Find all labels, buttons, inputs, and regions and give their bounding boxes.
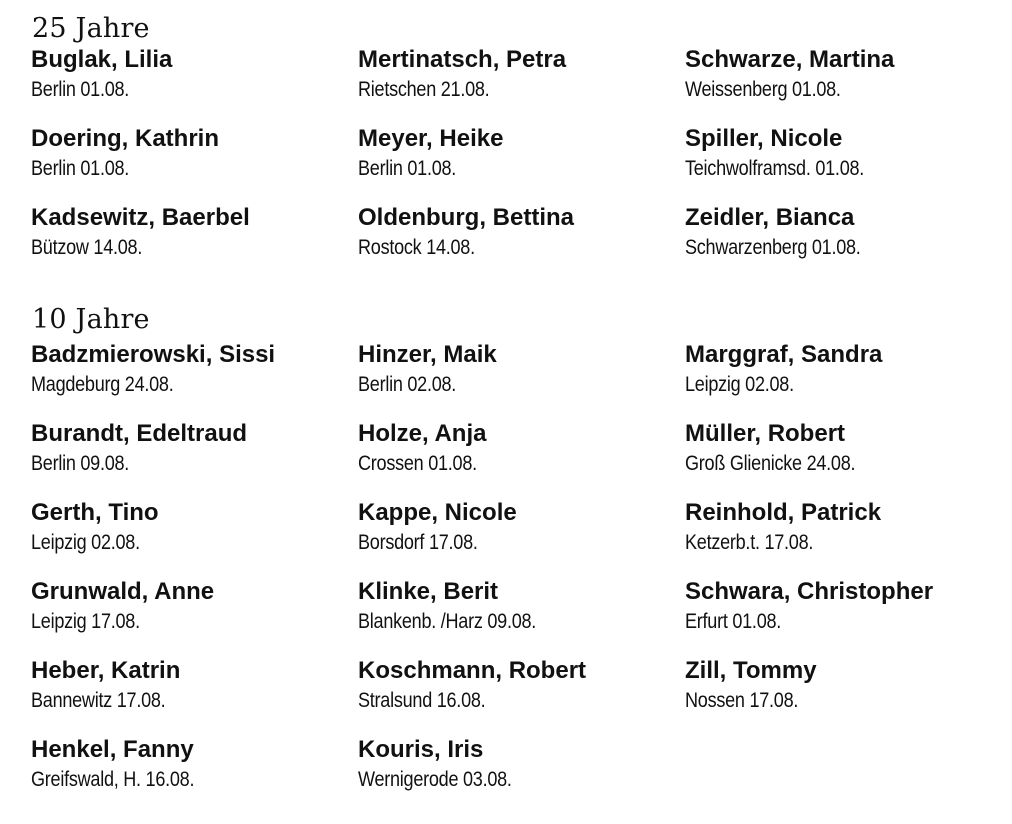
entry-name: Holze, Anja xyxy=(358,420,487,447)
entry-name: Schwarze, Martina xyxy=(685,46,895,73)
entry-detail: Berlin 01.08. xyxy=(31,157,130,180)
entry-name: Zill, Tommy xyxy=(685,657,817,684)
list-item xyxy=(31,498,358,577)
list-item xyxy=(358,735,685,814)
entry-detail: Greifswald, H. 16.08. xyxy=(31,768,195,791)
anniversary-list-page xyxy=(31,0,1001,814)
entry-detail: Blankenb. /Harz 09.08. xyxy=(358,610,537,633)
entry-detail: Weissenberg 01.08. xyxy=(685,78,841,101)
list-item xyxy=(31,656,358,735)
section-heading: 25 Jahre xyxy=(32,13,150,44)
entry-detail: Schwarzenberg 01.08. xyxy=(685,236,861,259)
list-item xyxy=(31,419,358,498)
list-item xyxy=(685,340,985,419)
list-item xyxy=(358,498,685,577)
entry-detail: Ketzerb.t. 17.08. xyxy=(685,531,814,554)
entry-name: Burandt, Edeltraud xyxy=(31,420,248,447)
entry-detail: Stralsund 16.08. xyxy=(358,689,486,712)
entry-detail: Berlin 01.08. xyxy=(31,78,130,101)
list-item xyxy=(31,203,358,282)
list-item xyxy=(685,45,985,124)
list-item xyxy=(685,124,985,203)
entry-detail: Berlin 01.08. xyxy=(358,157,457,180)
entry-name: Koschmann, Robert xyxy=(358,657,587,684)
list-item xyxy=(685,203,985,282)
list-item xyxy=(31,124,358,203)
entry-detail: Teichwolframsd. 01.08. xyxy=(685,157,865,180)
list-item xyxy=(358,656,685,735)
entry-name: Badzmierowski, Sissi xyxy=(31,341,276,368)
section-25-years xyxy=(31,0,1001,282)
entry-name: Kappe, Nicole xyxy=(358,499,517,526)
list-item xyxy=(31,45,358,124)
entry-detail: Berlin 09.08. xyxy=(31,452,130,475)
entry-detail: Bannewitz 17.08. xyxy=(31,689,166,712)
entry-name: Klinke, Berit xyxy=(358,578,499,605)
list-item xyxy=(685,577,985,656)
entry-name: Marggraf, Sandra xyxy=(685,341,883,368)
entry-detail: Rietschen 21.08. xyxy=(358,78,490,101)
list-item xyxy=(358,45,685,124)
list-item xyxy=(358,577,685,656)
entry-detail: Leipzig 02.08. xyxy=(685,373,794,396)
list-item xyxy=(358,203,685,282)
entry-name: Kadsewitz, Baerbel xyxy=(31,204,250,231)
section-heading: 10 Jahre xyxy=(32,304,150,335)
entry-detail: Erfurt 01.08. xyxy=(685,610,782,633)
entry-name: Kouris, Iris xyxy=(358,736,484,763)
entry-detail: Groß Glienicke 24.08. xyxy=(685,452,856,475)
entry-name: Reinhold, Patrick xyxy=(685,499,882,526)
section-10-years xyxy=(31,300,1001,814)
entry-detail: Nossen 17.08. xyxy=(685,689,799,712)
entries-grid xyxy=(31,45,1001,282)
entry-detail: Wernigerode 03.08. xyxy=(358,768,512,791)
entry-name: Spiller, Nicole xyxy=(685,125,843,152)
entry-detail: Borsdorf 17.08. xyxy=(358,531,478,554)
list-item xyxy=(685,656,985,735)
entry-name: Hinzer, Maik xyxy=(358,341,497,368)
entries-grid xyxy=(31,340,1001,814)
entry-name: Schwara, Christopher xyxy=(685,578,934,605)
entry-detail: Magdeburg 24.08. xyxy=(31,373,174,396)
entry-name: Meyer, Heike xyxy=(358,125,504,152)
entry-detail: Crossen 01.08. xyxy=(358,452,477,475)
entry-name: Henkel, Fanny xyxy=(31,736,194,763)
list-item xyxy=(358,124,685,203)
list-item xyxy=(31,577,358,656)
entry-name: Müller, Robert xyxy=(685,420,846,447)
entry-detail: Bützow 14.08. xyxy=(31,236,143,259)
entry-name: Oldenburg, Bettina xyxy=(358,204,574,231)
entry-name: Gerth, Tino xyxy=(31,499,159,526)
entry-name: Buglak, Lilia xyxy=(31,46,173,73)
entry-name: Doering, Kathrin xyxy=(31,125,220,152)
entry-detail: Berlin 02.08. xyxy=(358,373,457,396)
entry-name: Mertinatsch, Petra xyxy=(358,46,567,73)
list-item xyxy=(358,340,685,419)
list-item xyxy=(31,735,358,814)
entry-name: Heber, Katrin xyxy=(31,657,181,684)
entry-detail: Leipzig 02.08. xyxy=(31,531,140,554)
list-item xyxy=(31,340,358,419)
list-item xyxy=(685,419,985,498)
entry-detail: Leipzig 17.08. xyxy=(31,610,140,633)
entry-name: Zeidler, Bianca xyxy=(685,204,855,231)
entry-detail: Rostock 14.08. xyxy=(358,236,475,259)
list-item xyxy=(685,498,985,577)
list-item xyxy=(358,419,685,498)
entry-name: Grunwald, Anne xyxy=(31,578,215,605)
